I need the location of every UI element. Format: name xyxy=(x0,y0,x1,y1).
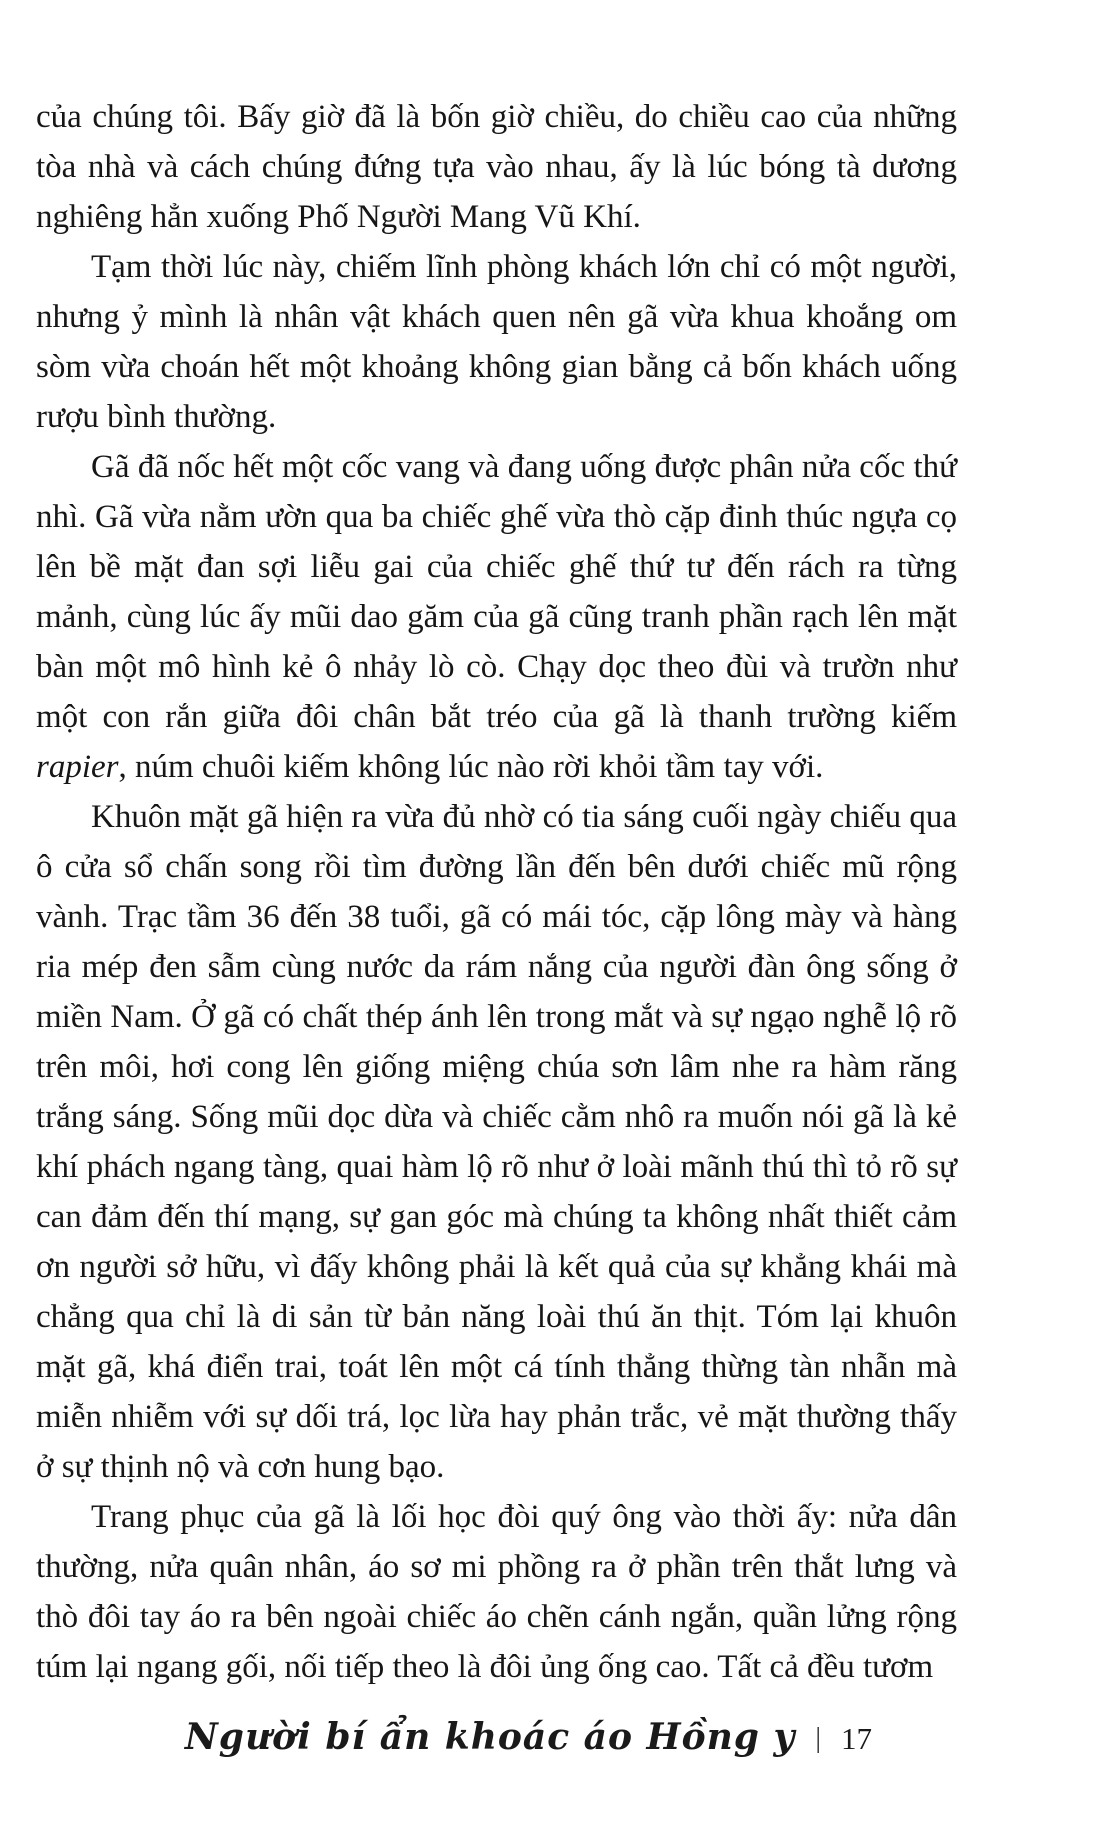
paragraph-1: của chúng tôi. Bấy giờ đã là bốn giờ chiều, do chiều cao của những tòa nhà và cách chúng đứng tựa vào nhau, ấy là lúc bóng tà dương nghiêng hẳn xuống Phố Người Mang Vũ Khí. xyxy=(36,99,957,235)
paragraph-3-text-after: , núm chuôi kiếm không lúc nào rời khỏi tầm tay với. xyxy=(118,749,824,785)
paragraph-4: Khuôn mặt gã hiện ra vừa đủ nhờ có tia sáng cuối ngày chiếu qua ô cửa sổ chấn song rồi tìm đường lần đến bên dưới chiếc mũ rộng vành. Trạc tầm 36 đến 38 tuổi, gã có mái tóc, cặp lông mày và hàng ria mép đen sẫm cùng nước da rám nắng của người đàn ông sống ở miền Nam. Ở gã có chất thép ánh lên trong mắt và sự ngạo nghễ lộ rõ trên môi, hơi cong lên giống miệng chúa sơn lâm nhe ra hàm răng trắng sáng. Sống mũi dọc dừa và chiếc cằm nhô ra muốn nói gã là kẻ khí phách ngang tàng, quai hàm lộ rõ như ở loài mãnh thú thì tỏ rõ sự can đảm đến thí mạng, sự gan góc mà chúng ta không nhất thiết cảm ơn người sở hữu, vì đấy không phải là kết quả của sự khẳng khái mà chẳng qua chỉ là di sản từ bản năng loài thú ăn thịt. Tóm lại khuôn mặt gã, khá điển trai, toát lên một cá tính thẳng thừng tàn nhẫn mà miễn nhiễm với sự dối trá, lọc lừa hay phản trắc, vẻ mặt thường thấy ở sự thịnh nộ và cơn hung bạo. xyxy=(36,799,957,1485)
paragraph-2: Tạm thời lúc này, chiếm lĩnh phòng khách lớn chỉ có một người, nhưng ỷ mình là nhân vật khách quen nên gã vừa khua khoắng om sòm vừa choán hết một khoảng không gian bằng cả bốn khách uống rượu bình thường. xyxy=(36,249,957,435)
paragraph-3-text-before: Gã đã nốc hết một cốc vang và đang uống được phân nửa cốc thứ nhì. Gã vừa nằm ườn qua ba chiếc ghế vừa thò cặp đinh thúc ngựa cọ lên bề mặt đan sợi liễu gai của chiếc ghế thứ tư đến rách ra từng mảnh, cùng lúc ấy mũi dao găm của gã cũng tranh phần rạch lên mặt bàn một mô hình kẻ ô nhảy lò cò. Chạy dọc theo đùi và trườn như một con rắn giữa đôi chân bắt tréo của gã là thanh trường kiếm xyxy=(36,449,957,735)
paragraph-3 xyxy=(36,442,957,792)
paragraph-5: Trang phục của gã là lối học đòi quý ông vào thời ấy: nửa dân thường, nửa quân nhân, áo sơ mi phồng ra ở phần trên thắt lưng và thò đôi tay áo ra bên ngoài chiếc áo chẽn cánh ngắn, quần lửng rộng túm lại ngang gối, nối tiếp theo là đôi ủng ống cao. Tất cả đều tươm xyxy=(36,1499,957,1685)
running-title: Người bí ẩn khoác áo Hồng y xyxy=(184,1716,796,1758)
page-footer xyxy=(185,1716,872,1758)
page-number: 17 xyxy=(841,1721,872,1756)
italic-term-rapier: rapier xyxy=(36,749,119,785)
footer-divider: | xyxy=(815,1723,821,1754)
body-text xyxy=(36,92,957,1692)
